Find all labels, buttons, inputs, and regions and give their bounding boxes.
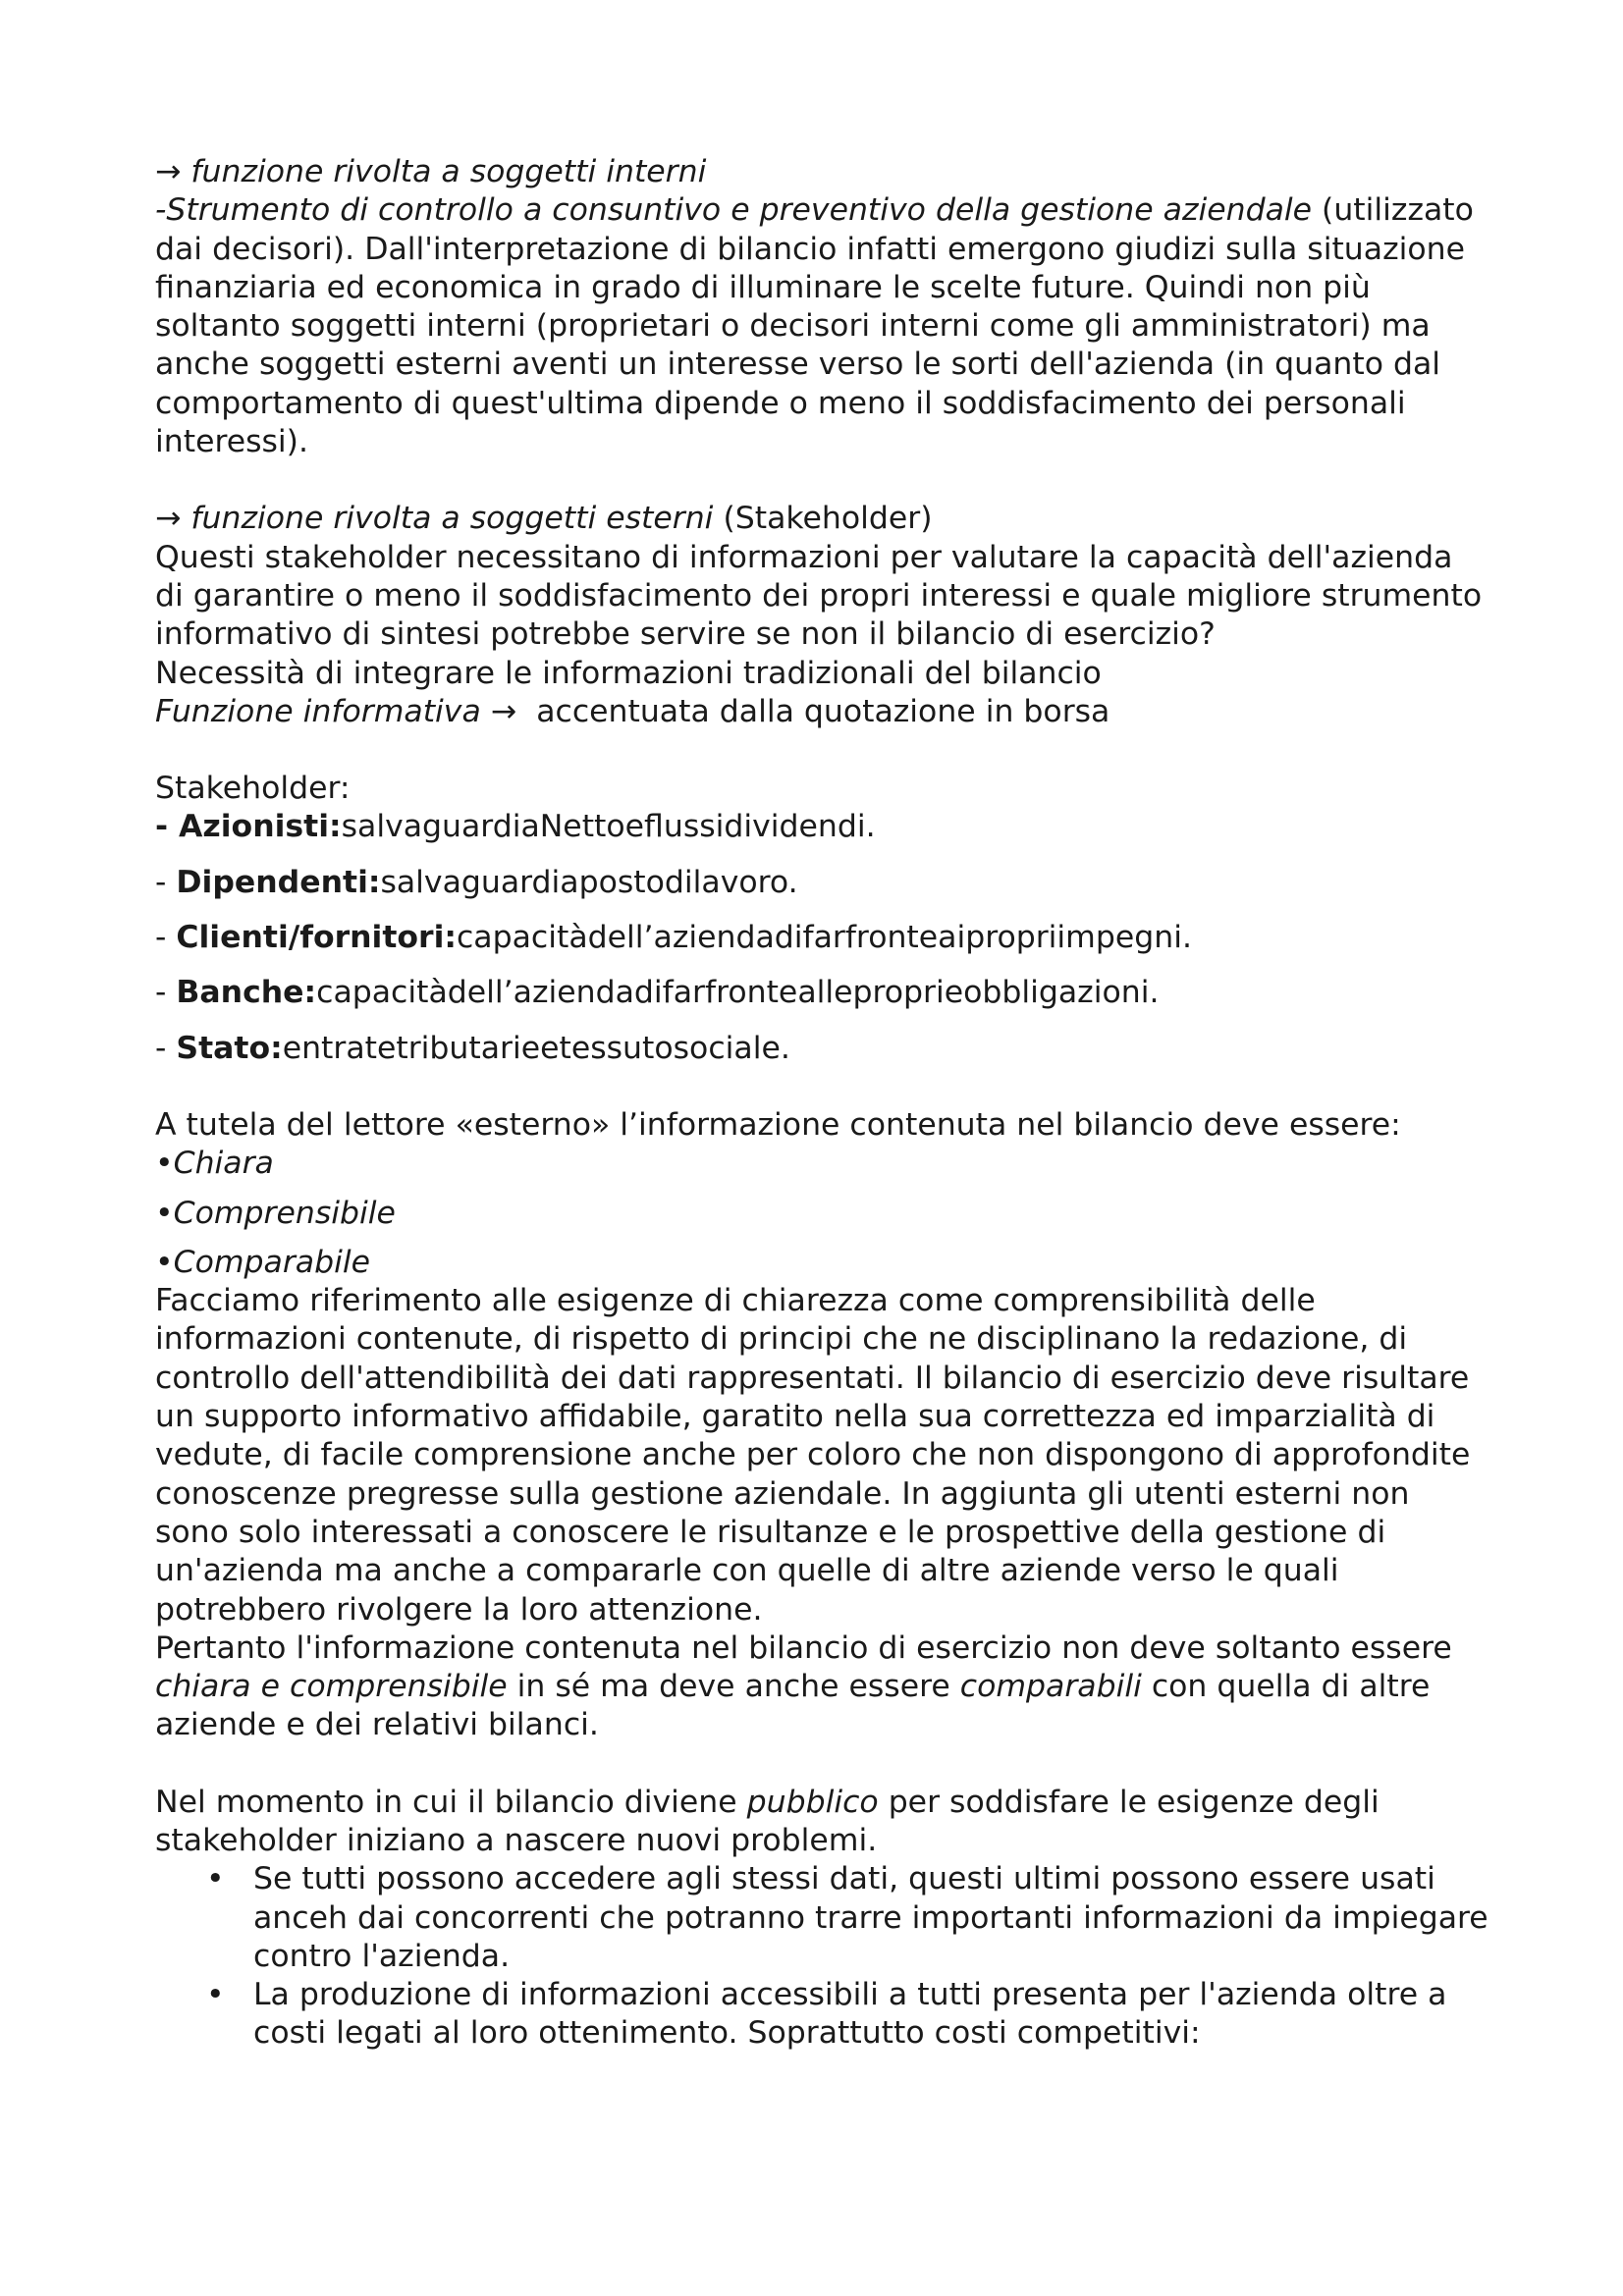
bullet-icon: • bbox=[206, 1861, 225, 1897]
tutela-intro: A tutela del lettore «esterno» l’informazione contenuta nel bilancio deve essere: bbox=[155, 1106, 1401, 1143]
stakeholder-name: Stato: bbox=[176, 1030, 283, 1066]
stakeholder-name: Banche: bbox=[176, 975, 317, 1011]
stakeholder-item bbox=[155, 974, 1490, 1012]
document-body bbox=[155, 153, 1490, 2054]
stakeholder-dash: - bbox=[155, 1030, 177, 1066]
paragraph-pertanto: Pertanto l'informazione contenuta nel bilancio di esercizio non deve soltanto essere chiara e comprensibile in sé ma deve anche essere comparabili con quella di altre aziende e dei relativi bilanci. bbox=[155, 1629, 1452, 1743]
arrow-icon: → bbox=[155, 501, 182, 537]
list-item: • Se tutti possono accedere agli stessi dati, questi ultimi possono essere usati anceh dai concorrenti che potranno trarre importanti informazioni da impiegare contro l'azienda. bbox=[206, 1861, 1488, 1974]
function-label: Funzione informativa bbox=[155, 693, 481, 729]
stakeholder-name: Dipendenti: bbox=[176, 864, 381, 900]
bullet-icon: • bbox=[206, 1977, 225, 2013]
problems-list bbox=[155, 1860, 1490, 2053]
stakeholder-item bbox=[155, 919, 1490, 957]
stakeholder-desc: entratetributarieetessutosociale. bbox=[282, 1030, 790, 1066]
stakeholder-desc: capacitàdell’aziendadifarfronteaipropriimpegni. bbox=[456, 920, 1192, 956]
heading-suffix: (Stakeholder) bbox=[723, 501, 933, 537]
stakeholder-name: Azionisti: bbox=[179, 809, 342, 845]
lead-italic: -Strumento di controllo a consuntivo e preventivo della gestione aziendale bbox=[155, 192, 1313, 229]
arrow-icon: → bbox=[490, 693, 517, 729]
arrow-icon: → bbox=[155, 154, 182, 189]
list-item: • La produzione di informazioni accessibili a tutti presenta per l'azienda oltre a costi legati al loro ottenimento. Soprattutto costi competitivi: bbox=[206, 1977, 1447, 2052]
paragraph-chiarezza: Facciamo riferimento alle esigenze di chiarezza come comprensibilità delle informazioni contenute, di rispetto di principi che ne disciplinano la redazione, di controllo dell'attendibilità dei dati rappresentati. Il bilancio di esercizio deve risultare un supporto informativo affidabile, garatito nella sua correttezza ed imparzialità di vedute, di facile comprensione anche per coloro che non dispongono di approfondite conoscenze pregresse sulla gestione aziendale. In aggiunta gli utenti esterni non sono solo interessati a conoscere le risultanze e le prospettive della gestione di un'azienda ma anche a compararle con quelle di altre aziende verso le quali potrebbero rivolgere la loro attenzione. bbox=[155, 1283, 1471, 1628]
paragraph-external: Questi stakeholder necessitano di informazioni per valutare la capacità dell'azienda di garantire o meno il soddisfacimento dei propri interessi e quale migliore strumento informativo di sintesi potrebbe servire se non il bilancio di esercizio? bbox=[155, 539, 1483, 653]
heading-text: funzione rivolta a soggetti interni bbox=[190, 154, 707, 189]
function-text: accentuata dalla quotazione in borsa bbox=[536, 693, 1110, 729]
quality-item: •Comprensibile bbox=[155, 1195, 396, 1231]
paragraph-text: (utilizzato dai decisori). Dall'interpretazione di bilancio infatti emergono giudizi sulla situazione finanziaria ed economica in grado di illuminare le scelte future. Quindi non più soltanto soggetti interni (proprietari o decisori interni come gli amministratori) ma anche soggetti esterni aventi un interesse verso le sorti dell'azienda (in quanto dal comportamento di quest'ultima dipende o meno il soddisfacimento dei personali interessi). bbox=[155, 192, 1474, 460]
paragraph-internal bbox=[155, 191, 1490, 461]
quality-item: •Chiara bbox=[155, 1146, 274, 1182]
section-heading-internal bbox=[155, 153, 1490, 191]
heading-text: funzione rivolta a soggetti esterni bbox=[190, 501, 714, 537]
stakeholder-name: Clienti/fornitori: bbox=[176, 920, 457, 956]
quality-item: •Comparabile bbox=[155, 1244, 370, 1280]
paragraph-pubblico: Nel momento in cui il bilancio diviene pubblico per soddisfare le esigenze degli stakeholder iniziano a nascere nuovi problemi. bbox=[155, 1784, 1380, 1858]
stakeholder-dash: - bbox=[155, 864, 177, 900]
stakeholder-item bbox=[155, 1030, 1490, 1068]
function-informativa-line bbox=[155, 693, 1490, 731]
stakeholder-desc: salvaguardiaNettoeflussidividendi. bbox=[341, 809, 876, 845]
section-heading-external bbox=[155, 500, 1490, 538]
stakeholder-desc: salvaguardiapostodilavoro. bbox=[380, 864, 798, 900]
stakeholder-dash: - bbox=[155, 809, 180, 845]
stakeholder-dash: - bbox=[155, 975, 177, 1011]
stakeholder-dash: - bbox=[155, 920, 177, 956]
stakeholder-desc: capacitàdell’aziendadifarfrontealleproprieobbligazioni. bbox=[316, 975, 1160, 1011]
stakeholder-item bbox=[155, 808, 1490, 846]
stakeholder-title: Stakeholder: bbox=[155, 771, 351, 807]
stakeholder-item bbox=[155, 864, 1490, 902]
paragraph-integrate: Necessità di integrare le informazioni tradizionali del bilancio bbox=[155, 655, 1102, 691]
